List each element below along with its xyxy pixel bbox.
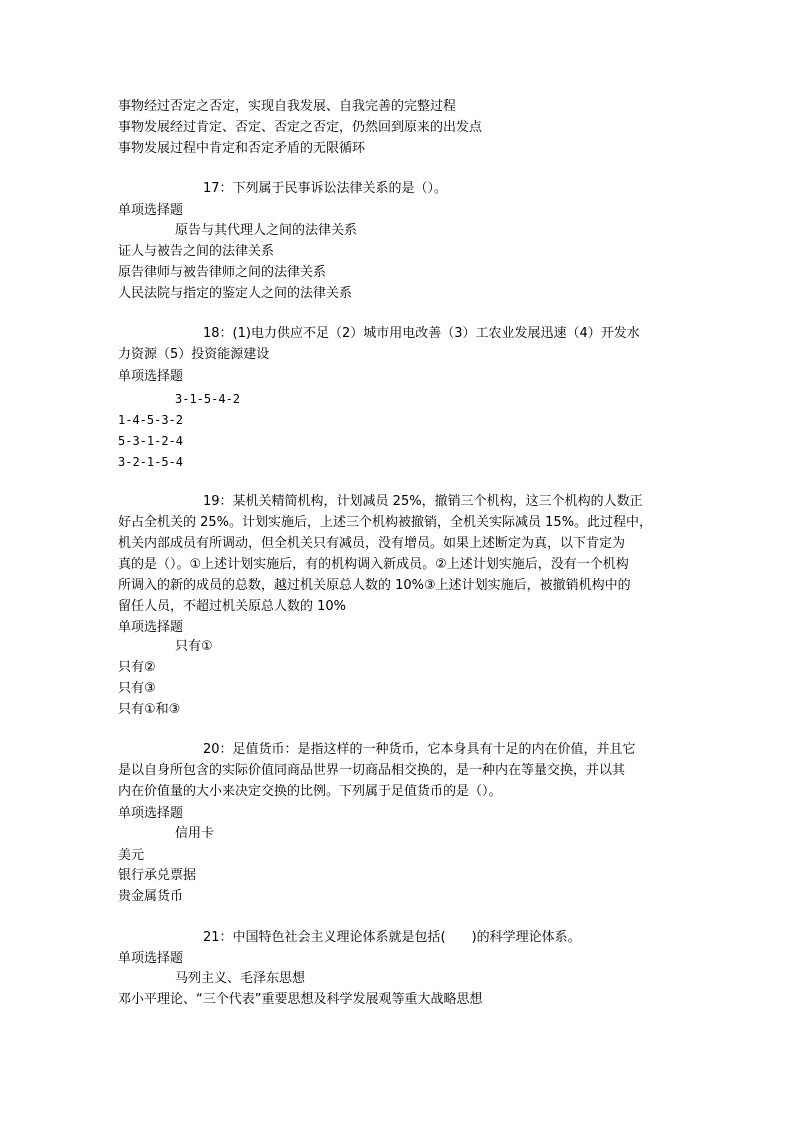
option: 只有② bbox=[118, 660, 156, 675]
question-19-text: 机关内部成员有所调动，但全机关只有减员，没有增员。如果上述断定为真，以下肯定为 bbox=[118, 536, 626, 551]
option: 原告与其代理人之间的法律关系 bbox=[175, 223, 358, 238]
question-18-text: 18：(1)电力供应不足（2）城市用电改善（3）工农业发展迅速（4）开发水 bbox=[203, 326, 640, 341]
question-type: 单项选择题 bbox=[118, 951, 184, 966]
option: 只有① bbox=[175, 639, 213, 654]
question-20-text: 是以自身所包含的实际价值同商品世界一切商品相交换的，是一种内在等量交换，并以其 bbox=[118, 763, 626, 778]
option: 信用卡 bbox=[175, 826, 215, 841]
question-20-text: 内在价值量的大小来决定交换的比例。下列属于足值货币的是（）。 bbox=[118, 784, 502, 799]
option: 事物经过否定之否定，实现自我发展、自我完善的完整过程 bbox=[118, 99, 457, 114]
option: 原告律师与被告律师之间的法律关系 bbox=[118, 265, 327, 280]
option: 邓小平理论、“三个代表”重要思想及科学发展观等重大战略思想 bbox=[118, 992, 483, 1007]
question-type: 单项选择题 bbox=[118, 203, 184, 218]
option: 马列主义、毛泽东思想 bbox=[175, 971, 306, 986]
question-type: 单项选择题 bbox=[118, 620, 184, 635]
option: 事物发展过程中肯定和否定矛盾的无限循环 bbox=[118, 141, 366, 156]
question-20-text: 20：足值货币：是指这样的一种货币，它本身具有十足的内在价值，并且它 bbox=[203, 742, 636, 757]
option: 人民法院与指定的鉴定人之间的法律关系 bbox=[118, 286, 353, 301]
option: 5-3-1-2-4 bbox=[118, 434, 184, 448]
question-18-text: 力资源（5）投资能源建设 bbox=[118, 347, 270, 362]
question-19-text: 19：某机关精简机构，计划减员 25%，撤销三个机构，这三个机构的人数正 bbox=[203, 494, 643, 509]
question-21-text: 21：中国特色社会主义理论体系就是包括( )的科学理论体系。 bbox=[203, 930, 581, 945]
question-19-text: 好占全机关的 25%。计划实施后，上述三个机构被撤销，全机关实际减员 15%。此过程中， bbox=[118, 515, 653, 530]
option: 只有①和③ bbox=[118, 702, 181, 717]
question-type: 单项选择题 bbox=[118, 369, 184, 384]
option: 3-2-1-5-4 bbox=[118, 455, 184, 469]
option: 1-4-5-3-2 bbox=[118, 413, 184, 427]
option: 3-1-5-4-2 bbox=[175, 392, 241, 406]
question-type: 单项选择题 bbox=[118, 806, 184, 821]
option: 证人与被告之间的法律关系 bbox=[118, 244, 275, 259]
option: 银行承兑票据 bbox=[118, 868, 197, 883]
option: 事物发展经过肯定、否定、否定之否定，仍然回到原来的出发点 bbox=[118, 120, 483, 135]
option: 美元 bbox=[118, 848, 145, 863]
question-19-text: 真的是（）。①上述计划实施后，有的机构调入新成员。②上述计划实施后，没有一个机构 bbox=[118, 557, 629, 572]
question-19-text: 留任人员，不超过机关原总人数的 10% bbox=[118, 599, 347, 614]
option: 只有③ bbox=[118, 681, 156, 696]
option: 贵金属货币 bbox=[118, 889, 184, 904]
question-17-text: 17：下列属于民事诉讼法律关系的是（）。 bbox=[203, 181, 448, 196]
question-19-text: 所调入的新的成员的总数，越过机关原总人数的 10%③上述计划实施后，被撤销机构中的 bbox=[118, 578, 631, 593]
